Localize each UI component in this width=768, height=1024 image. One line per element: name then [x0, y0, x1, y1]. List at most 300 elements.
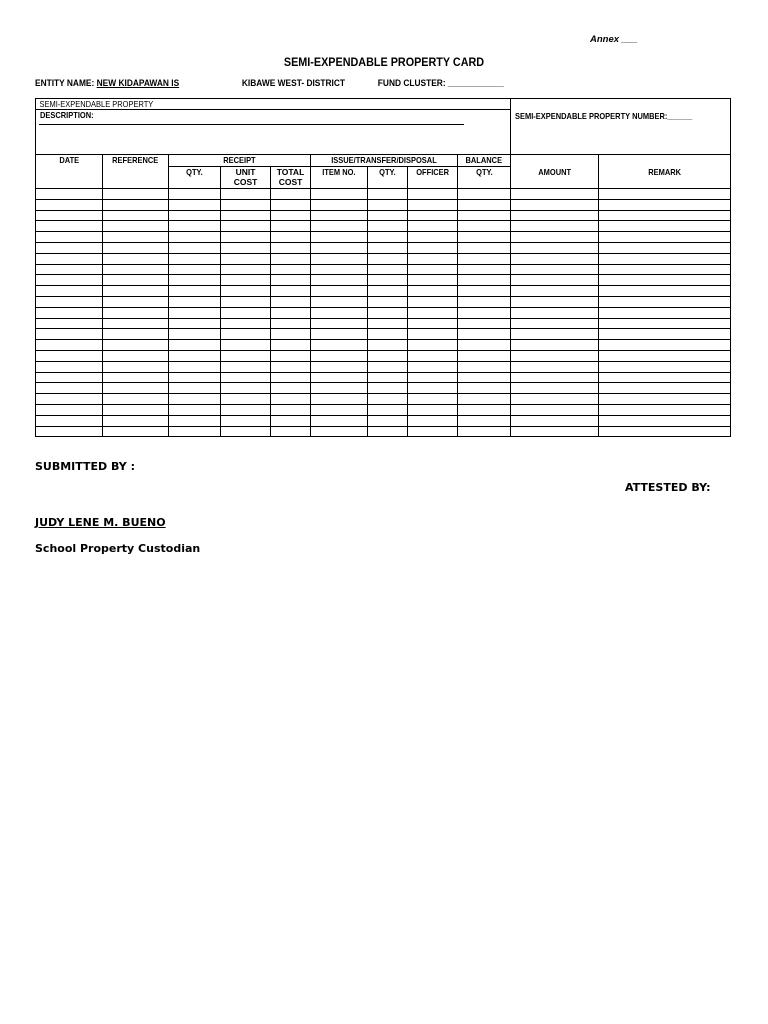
table-cell	[169, 242, 221, 253]
table-cell	[103, 426, 169, 437]
table-cell	[408, 232, 458, 243]
table-cell	[169, 221, 221, 232]
table-row	[36, 394, 731, 405]
table-cell	[599, 350, 731, 361]
table-cell	[368, 404, 408, 415]
table-cell	[169, 286, 221, 297]
table-cell	[368, 221, 408, 232]
table-cell	[511, 199, 599, 210]
table-cell	[103, 242, 169, 253]
table-row	[36, 275, 731, 286]
table-cell	[458, 232, 511, 243]
table-cell	[36, 242, 103, 253]
table-cell	[169, 383, 221, 394]
property-card-table	[35, 98, 731, 437]
table-cell	[169, 264, 221, 275]
table-cell	[169, 189, 221, 200]
table-cell	[599, 199, 731, 210]
table-cell	[271, 361, 311, 372]
table-cell	[511, 394, 599, 405]
table-row	[36, 199, 731, 210]
table-cell	[599, 415, 731, 426]
table-cell	[599, 318, 731, 329]
table-cell	[221, 199, 271, 210]
table-cell	[169, 426, 221, 437]
table-cell	[599, 286, 731, 297]
table-cell	[368, 383, 408, 394]
table-cell	[408, 221, 458, 232]
table-cell	[271, 189, 311, 200]
col-total-cost: TOTAL COST	[271, 167, 311, 189]
table-cell	[311, 404, 368, 415]
table-cell	[368, 426, 408, 437]
table-cell	[169, 361, 221, 372]
table-cell	[103, 340, 169, 351]
table-cell	[311, 383, 368, 394]
table-cell	[103, 189, 169, 200]
table-cell	[599, 394, 731, 405]
table-cell	[511, 253, 599, 264]
table-row	[36, 415, 731, 426]
table-cell	[599, 372, 731, 383]
col-balance: BALANCE	[458, 155, 511, 167]
description-label: DESCRIPTION:	[40, 110, 94, 120]
table-cell	[368, 242, 408, 253]
col-receipt: RECEIPT	[169, 155, 311, 167]
table-cell	[458, 275, 511, 286]
table-cell	[103, 372, 169, 383]
table-cell	[599, 275, 731, 286]
table-cell	[458, 329, 511, 340]
table-cell	[221, 318, 271, 329]
table-cell	[599, 361, 731, 372]
col-remark: REMARK	[599, 155, 731, 189]
table-cell	[36, 383, 103, 394]
table-row	[36, 372, 731, 383]
table-cell	[169, 415, 221, 426]
table-cell	[458, 221, 511, 232]
table-cell	[271, 264, 311, 275]
table-cell	[311, 221, 368, 232]
table-cell	[221, 232, 271, 243]
table-cell	[311, 189, 368, 200]
table-cell	[368, 286, 408, 297]
table-cell	[408, 404, 458, 415]
table-row	[36, 307, 731, 318]
table-cell	[271, 253, 311, 264]
table-cell	[511, 372, 599, 383]
table-cell	[408, 426, 458, 437]
table-cell	[36, 199, 103, 210]
table-cell	[368, 210, 408, 221]
table-cell	[271, 275, 311, 286]
table-cell	[36, 394, 103, 405]
table-cell	[169, 232, 221, 243]
table-cell	[599, 340, 731, 351]
table-cell	[458, 415, 511, 426]
table-cell	[36, 329, 103, 340]
table-cell	[271, 210, 311, 221]
table-cell	[368, 361, 408, 372]
table-cell	[599, 264, 731, 275]
table-cell	[408, 350, 458, 361]
table-cell	[368, 340, 408, 351]
table-cell	[458, 350, 511, 361]
table-cell	[458, 286, 511, 297]
table-cell	[271, 350, 311, 361]
table-cell	[103, 221, 169, 232]
table-cell	[599, 232, 731, 243]
table-cell	[103, 253, 169, 264]
table-cell	[408, 199, 458, 210]
table-cell	[311, 426, 368, 437]
table-cell	[103, 329, 169, 340]
table-cell	[221, 426, 271, 437]
table-cell	[36, 372, 103, 383]
table-cell	[458, 242, 511, 253]
table-cell	[311, 242, 368, 253]
table-cell	[169, 350, 221, 361]
table-cell	[36, 286, 103, 297]
table-cell	[36, 221, 103, 232]
table-cell	[599, 189, 731, 200]
table-cell	[311, 296, 368, 307]
table-cell	[368, 372, 408, 383]
table-cell	[103, 394, 169, 405]
table-cell	[221, 242, 271, 253]
table-cell	[103, 286, 169, 297]
table-cell	[511, 264, 599, 275]
table-cell	[36, 264, 103, 275]
table-cell	[103, 318, 169, 329]
table-cell	[221, 404, 271, 415]
table-cell	[599, 210, 731, 221]
entity-name-label: ENTITY NAME:	[35, 78, 95, 89]
table-cell	[408, 210, 458, 221]
table-cell	[408, 318, 458, 329]
table-cell	[511, 221, 599, 232]
table-cell	[511, 286, 599, 297]
table-cell	[311, 286, 368, 297]
table-cell	[271, 404, 311, 415]
submitted-by-label: SUBMITTED BY :	[35, 460, 135, 473]
table-cell	[271, 232, 311, 243]
table-cell	[103, 361, 169, 372]
table-cell	[169, 199, 221, 210]
table-row	[36, 232, 731, 243]
col-amount: AMOUNT	[511, 155, 599, 189]
table-cell	[599, 307, 731, 318]
table-row	[36, 253, 731, 264]
district-label: KIBAWE WEST- DISTRICT	[241, 78, 345, 89]
attested-by-label: ATTESTED BY:	[625, 481, 711, 494]
table-cell	[408, 361, 458, 372]
table-cell	[458, 426, 511, 437]
col-reference: REFERENCE	[103, 155, 169, 189]
table-cell	[408, 296, 458, 307]
table-cell	[458, 199, 511, 210]
table-cell	[169, 394, 221, 405]
table-cell	[368, 318, 408, 329]
table-cell	[311, 253, 368, 264]
table-cell	[458, 210, 511, 221]
table-cell	[271, 394, 311, 405]
col-issue-qty: QTY.	[368, 167, 408, 189]
table-cell	[271, 221, 311, 232]
table-cell	[311, 210, 368, 221]
table-cell	[311, 199, 368, 210]
table-cell	[599, 253, 731, 264]
table-cell	[511, 296, 599, 307]
table-cell	[458, 383, 511, 394]
table-row	[36, 286, 731, 297]
col-receipt-qty: QTY.	[169, 167, 221, 189]
table-cell	[103, 383, 169, 394]
entity-name-value: NEW KIDAPAWAN IS	[96, 78, 180, 89]
table-cell	[599, 426, 731, 437]
table-cell	[103, 199, 169, 210]
custodian-title: School Property Custodian	[35, 542, 201, 555]
table-row	[36, 296, 731, 307]
table-row	[36, 340, 731, 351]
table-cell	[408, 307, 458, 318]
table-cell	[221, 383, 271, 394]
table-cell	[271, 426, 311, 437]
table-cell	[368, 394, 408, 405]
table-cell	[368, 275, 408, 286]
fund-cluster-label: FUND CLUSTER: ____________	[377, 78, 504, 89]
table-cell	[169, 210, 221, 221]
table-cell	[311, 329, 368, 340]
table-cell	[271, 329, 311, 340]
table-cell	[36, 210, 103, 221]
table-cell	[221, 221, 271, 232]
table-cell	[511, 404, 599, 415]
table-cell	[511, 340, 599, 351]
table-cell	[311, 307, 368, 318]
table-cell	[368, 232, 408, 243]
table-cell	[103, 210, 169, 221]
table-cell	[311, 340, 368, 351]
table-cell	[221, 340, 271, 351]
table-cell	[511, 189, 599, 200]
table-row	[36, 350, 731, 361]
table-cell	[458, 189, 511, 200]
table-cell	[221, 275, 271, 286]
description-cell	[36, 110, 511, 155]
table-cell	[221, 329, 271, 340]
table-cell	[511, 329, 599, 340]
table-row	[36, 383, 731, 394]
table-cell	[408, 275, 458, 286]
table-cell	[271, 372, 311, 383]
col-item-no: ITEM NO.	[311, 167, 368, 189]
table-row	[36, 329, 731, 340]
table-cell	[221, 296, 271, 307]
table-cell	[408, 372, 458, 383]
table-cell	[103, 415, 169, 426]
table-cell	[511, 361, 599, 372]
table-cell	[169, 275, 221, 286]
table-cell	[169, 372, 221, 383]
table-cell	[103, 404, 169, 415]
table-cell	[511, 275, 599, 286]
table-cell	[36, 350, 103, 361]
table-cell	[169, 307, 221, 318]
table-cell	[368, 350, 408, 361]
table-cell	[408, 415, 458, 426]
col-balance-qty: QTY.	[458, 167, 511, 189]
table-cell	[458, 253, 511, 264]
description-line	[39, 124, 464, 125]
table-cell	[458, 372, 511, 383]
table-cell	[221, 394, 271, 405]
table-cell	[511, 318, 599, 329]
table-cell	[599, 221, 731, 232]
table-cell	[103, 350, 169, 361]
page-title: SEMI-EXPENDABLE PROPERTY CARD	[283, 55, 485, 69]
table-cell	[408, 264, 458, 275]
table-cell	[271, 242, 311, 253]
table-cell	[103, 296, 169, 307]
table-cell	[221, 264, 271, 275]
table-cell	[36, 361, 103, 372]
table-cell	[36, 404, 103, 415]
table-cell	[271, 415, 311, 426]
table-cell	[169, 253, 221, 264]
table-cell	[458, 296, 511, 307]
table-cell	[271, 340, 311, 351]
property-number-label: SEMI-EXPENDABLE PROPERTY NUMBER:______	[515, 111, 693, 121]
table-cell	[221, 253, 271, 264]
table-cell	[36, 296, 103, 307]
table-cell	[36, 318, 103, 329]
col-unit-cost: UNIT COST	[221, 167, 271, 189]
col-date: DATE	[36, 155, 103, 189]
table-cell	[103, 275, 169, 286]
table-cell	[311, 275, 368, 286]
entity-row	[35, 78, 504, 89]
table-cell	[368, 264, 408, 275]
table-row	[36, 189, 731, 200]
table-cell	[408, 242, 458, 253]
table-cell	[408, 340, 458, 351]
table-cell	[221, 350, 271, 361]
table-cell	[36, 275, 103, 286]
table-cell	[311, 394, 368, 405]
table-cell	[271, 199, 311, 210]
property-label: SEMI-EXPENDABLE PROPERTY	[39, 99, 154, 109]
annex-label: Annex ___	[590, 34, 638, 45]
table-cell	[408, 329, 458, 340]
table-cell	[511, 307, 599, 318]
table-cell	[271, 383, 311, 394]
table-cell	[511, 242, 599, 253]
table-cell	[408, 286, 458, 297]
table-cell	[221, 372, 271, 383]
table-cell	[271, 318, 311, 329]
table-cell	[458, 404, 511, 415]
table-row	[36, 210, 731, 221]
table-cell	[169, 340, 221, 351]
table-cell	[311, 232, 368, 243]
table-cell	[368, 296, 408, 307]
table-cell	[599, 242, 731, 253]
table-cell	[368, 329, 408, 340]
table-cell	[458, 307, 511, 318]
table-cell	[311, 361, 368, 372]
property-label-cell	[36, 99, 511, 110]
table-cell	[408, 394, 458, 405]
table-cell	[368, 307, 408, 318]
table-cell	[511, 415, 599, 426]
table-cell	[36, 340, 103, 351]
table-cell	[221, 361, 271, 372]
table-cell	[221, 189, 271, 200]
table-cell	[221, 286, 271, 297]
table-cell	[368, 189, 408, 200]
custodian-name: JUDY LENE M. BUENO	[35, 516, 166, 529]
col-officer: OFFICER	[408, 167, 458, 189]
table-cell	[511, 210, 599, 221]
table-cell	[458, 340, 511, 351]
table-cell	[103, 307, 169, 318]
table-cell	[368, 199, 408, 210]
table-cell	[311, 318, 368, 329]
property-number-cell	[511, 99, 731, 155]
table-cell	[599, 329, 731, 340]
table-cell	[103, 232, 169, 243]
col-issue: ISSUE/TRANSFER/DISPOSAL	[311, 155, 458, 167]
table-cell	[458, 394, 511, 405]
table-cell	[36, 307, 103, 318]
table-cell	[408, 253, 458, 264]
table-row	[36, 264, 731, 275]
table-cell	[311, 415, 368, 426]
table-cell	[408, 189, 458, 200]
table-cell	[103, 264, 169, 275]
table-cell	[368, 415, 408, 426]
table-row	[36, 318, 731, 329]
table-cell	[169, 329, 221, 340]
table-row	[36, 221, 731, 232]
table-cell	[311, 264, 368, 275]
table-cell	[511, 383, 599, 394]
table-cell	[311, 372, 368, 383]
table-cell	[169, 318, 221, 329]
table-cell	[36, 415, 103, 426]
table-cell	[271, 307, 311, 318]
table-cell	[458, 264, 511, 275]
table-cell	[311, 350, 368, 361]
table-cell	[36, 426, 103, 437]
table-cell	[169, 296, 221, 307]
table-cell	[36, 253, 103, 264]
table-cell	[458, 361, 511, 372]
table-cell	[599, 383, 731, 394]
table-cell	[408, 383, 458, 394]
table-row	[36, 242, 731, 253]
table-row	[36, 426, 731, 437]
table-cell	[169, 404, 221, 415]
table-cell	[458, 318, 511, 329]
table-row	[36, 361, 731, 372]
table-cell	[599, 296, 731, 307]
table-cell	[36, 232, 103, 243]
table-cell	[221, 307, 271, 318]
table-cell	[271, 296, 311, 307]
table-cell	[511, 232, 599, 243]
